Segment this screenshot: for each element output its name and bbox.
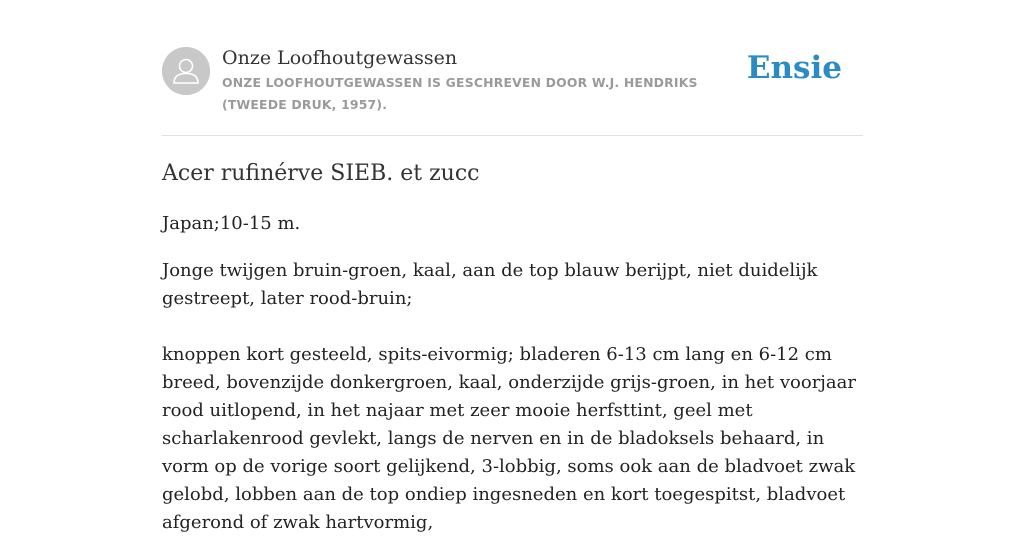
ensie-logo[interactable]: Ensie	[746, 50, 842, 86]
entry-paragraph: knoppen kort gesteeld, spits-eivormig; bladeren 6-13 cm lang en 6-12 cm breed, bovenzijde donkergroen, kaal, onderzijde grijs-groen, in het voorjaar rood uitlopend, in het najaar met zeer mooie herfsttint, geel met scharlakenrood gevlekt, langs de nerven en in de bladoksels behaard, in vorm op de vorige soort gelijkend, 3-lobbig, soms ook aan de bladvoet zwak gelobd, lobben aan de top ondiep ingesneden en kort toegespitst, bladvoet afgerond of zwak hartvormig,	[162, 344, 856, 533]
user-icon	[162, 47, 210, 95]
divider	[162, 135, 863, 136]
source-description: ONZE LOOFHOUTGEWASSEN IS GESCHREVEN DOOR W.J. HENDRIKS (TWEEDE DRUK, 1957).	[222, 75, 698, 112]
entry-paragraph: Jonge twijgen bruin-groen, kaal, aan de top blauw berijpt, niet duidelijk gestreept, later rood-bruin;	[162, 260, 818, 309]
source-title[interactable]: Onze Loofhoutgewassen	[222, 47, 458, 69]
entry-title: Acer rufinérve SIEB. et zucc	[162, 161, 480, 186]
entry-paragraph: Japan;10-15 m.	[162, 213, 301, 234]
source-header	[162, 46, 862, 136]
entry-content	[162, 158, 862, 556]
avatar	[162, 47, 210, 95]
